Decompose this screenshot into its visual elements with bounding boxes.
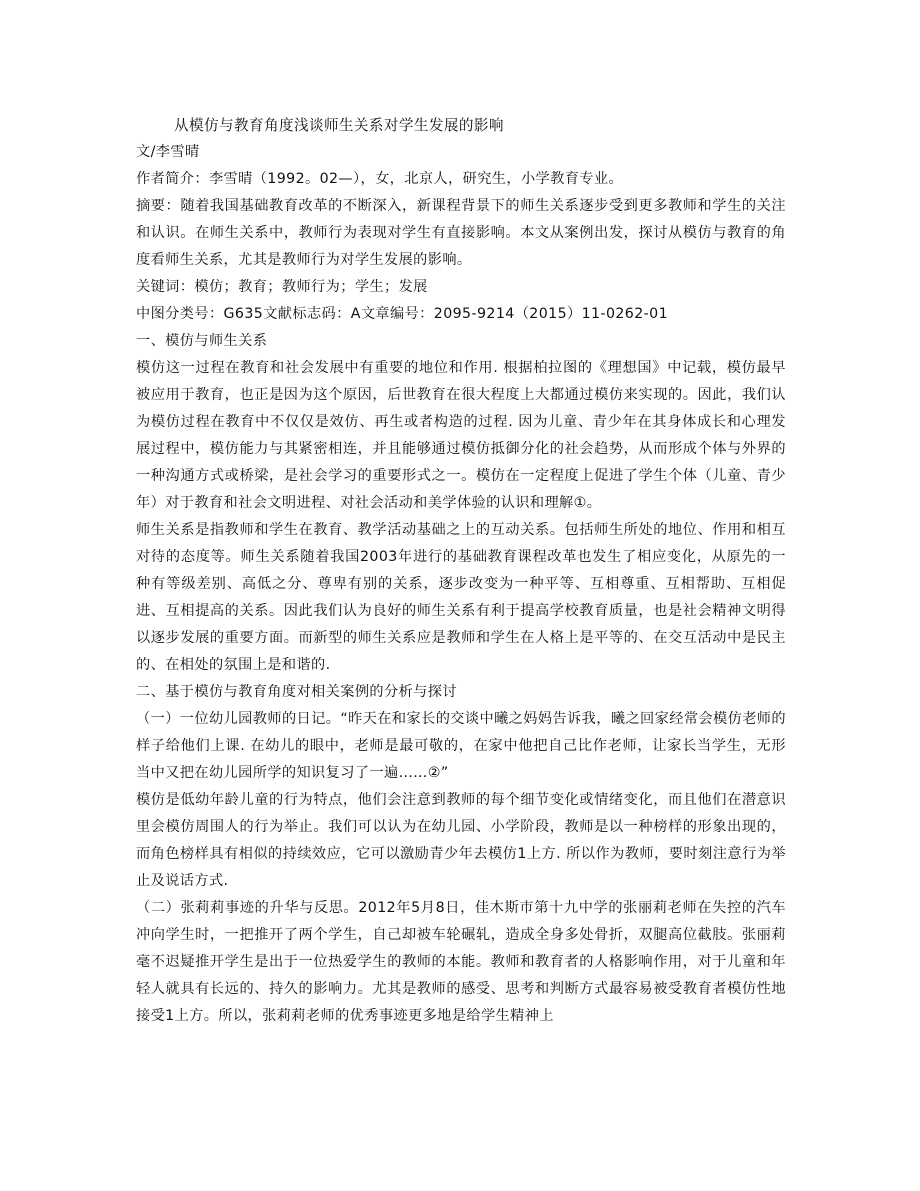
section-1-paragraph-2: 师生关系是指教师和学生在教育、教学活动基础之上的互动关系。包括师生所处的地位、作用和相互对待的态度等。师生关系随着我国2003年进行的基础教育课程改革也发生了相应变化，从原先的一种有等级差别、高低之分、尊卑有别的关系，逐步改变为一种平等、互相尊重、互相帮助、互相促进、互相提高的关系。因此我们认为良好的师生关系有利于提高学校教育质量，也是社会精神文明得以逐步发展的重要方面。而新型的师生关系应是教师和学生在人格上是平等的、在交互活动中是民主的、在相处的氛围上是和谐的. [136, 522, 786, 673]
article-title: 从模仿与教育角度浅谈师生关系对学生发展的影响 [174, 117, 504, 134]
abstract-paragraph: 摘要：随着我国基础教育改革的不断深入，新课程背景下的师生关系逐步受到更多教师和学生的关注和认识。在师生关系中，教师行为表现对学生有直接影响。本文从案例出发，探讨从模仿与教育的角度看师生关系，尤其是教师行为对学生发展的影响。 [136, 198, 786, 268]
article-byline: 文/李雪晴 [136, 144, 200, 160]
keywords-line: 关键词：模仿；教育；教师行为；学生；发展 [136, 279, 428, 295]
section-2-heading: 二、基于模仿与教育角度对相关案例的分析与探讨 [136, 684, 457, 700]
case-2-paragraph: （二）张莉莉事迹的升华与反思。2012年5月8日，佳木斯市第十九中学的张丽莉老师在失控的汽车冲向学生时，一把推开了两个学生，自己却被车轮碾轧，造成全身多处骨折，双腿高位截肢。张丽莉毫不迟疑推开学生是出于一位热爱学生的教师的本能。教师和教育者的人格影响作用，对于儿童和年轻人就具有长远的、持久的影响力。尤其是教师的感受、思考和判断方式最容易被受教育者模仿性地接受1上方。所以，张莉莉老师的优秀事迹更多地是给学生精神上 [136, 900, 786, 1024]
section-1-heading: 一、模仿与师生关系 [136, 333, 268, 349]
case-1-paragraph: （一）一位幼儿园教师的日记。“昨天在和家长的交谈中曦之妈妈告诉我，曦之回家经常会模仿老师的样子给他们上课. 在幼儿的眼中，老师是最可敬的，在家中他把自己比作老师，让家长当学生，无形当中又把在幼儿园所学的知识复习了一遍……②” [136, 711, 786, 781]
section-1-paragraph-1: 模仿这一过程在教育和社会发展中有重要的地位和作用. 根据柏拉图的《理想国》中记载，模仿最早被应用于教育，也正是因为这个原因，后世教育在很大程度上大都通过模仿来实现的。因此，我们认为模仿过程在教育中不仅仅是效仿、再生或者构造的过程. 因为儿童、青少年在其身体成长和心理发展过程中，模仿能力与其紧密相连，并且能够通过模仿抵御分化的社会趋势，从而形成个体与外界的一种沟通方式或桥梁，是社会学习的重要形式之一。模仿在一定程度上促进了学生个体（儿童、青少年）对于教育和社会文明进程、对社会活动和美学体验的认识和理解①。 [136, 360, 786, 511]
classification-line: 中图分类号：G635文献标志码：A文章编号：2095-9214（2015）11-0262-01 [136, 306, 669, 322]
document-page [136, 112, 786, 1030]
author-intro: 作者简介：李雪晴（1992。02—），女，北京人，研究生，小学教育专业。 [136, 171, 624, 187]
case-1-analysis-paragraph: 模仿是低幼年龄儿童的行为特点，他们会注意到教师的每个细节变化或情绪变化，而且他们在潜意识里会模仿周围人的行为举止。我们可以认为在幼儿园、小学阶段，教师是以一种榜样的形象出现的，而角色榜样具有相似的持续效应，它可以激励青少年去模仿1上方. 所以作为教师，要时刻注意行为举止及说话方式. [136, 792, 786, 889]
